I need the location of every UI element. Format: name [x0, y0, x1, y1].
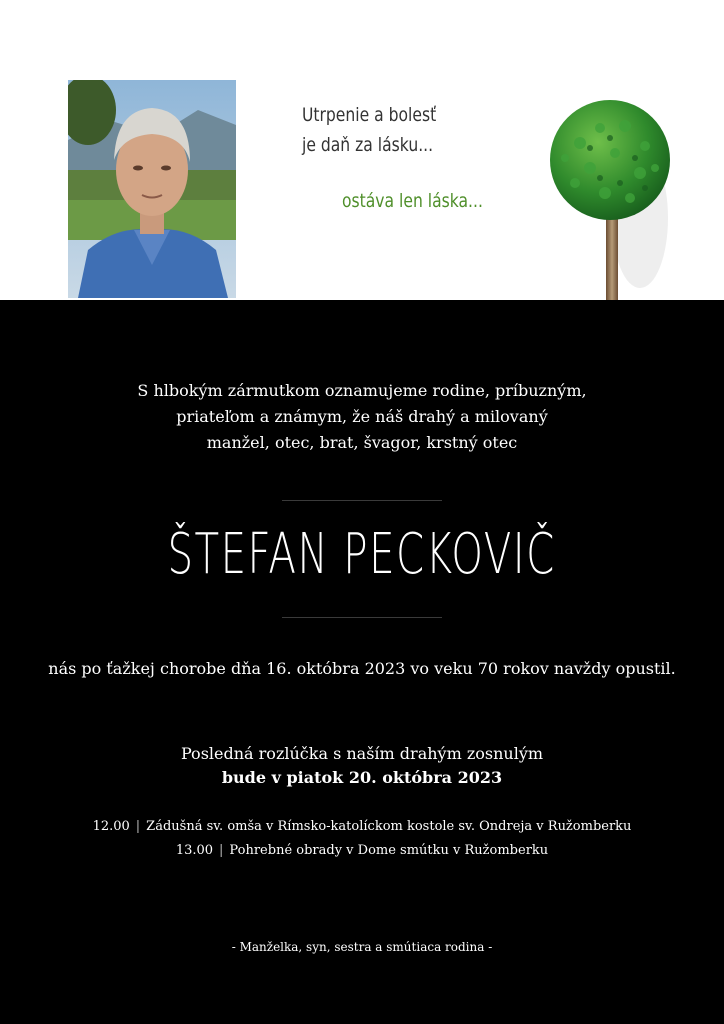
schedule-separator: | — [219, 843, 224, 858]
schedule-time: 13.00 — [175, 843, 214, 858]
schedule-item — [0, 839, 724, 863]
divider-bottom — [282, 617, 442, 618]
farewell-text — [0, 742, 724, 790]
family-signature: - Manželka, syn, sestra a smútiaca rodina - — [231, 940, 493, 954]
announcement-section — [0, 300, 724, 1024]
schedule-item — [0, 815, 724, 839]
farewell-line-1: Posledná rozlúčka s naším drahým zosnulým — [180, 744, 544, 763]
deceased-name — [0, 522, 724, 587]
header-section — [0, 0, 724, 300]
intro-line-2: priateľom a známym, že náš drahý a milovaný — [176, 407, 548, 426]
quote-line-3: ostáva len láska... — [342, 190, 483, 212]
farewell-date: bude v piatok 20. októbra 2023 — [221, 768, 503, 787]
intro-line-3: manžel, otec, brat, švagor, krstný otec — [206, 433, 518, 452]
intro-line-1: S hlbokým zármutkom oznamujeme rodine, príbuzným, — [137, 381, 587, 400]
schedule-separator: | — [135, 819, 141, 834]
quote-line-2: je daň za lásku... — [302, 134, 434, 156]
schedule-event: Pohrebné obrady v Dome smútku v Ružomberku — [229, 843, 549, 858]
divider-top — [282, 500, 442, 501]
schedule-time: 12.00 — [92, 819, 130, 834]
quote-text — [302, 100, 436, 160]
topiary-tree-image — [545, 98, 675, 300]
death-notice: nás po ťažkej chorobe dňa 16. októbra 2023 vo veku 70 rokov navždy opustil. — [48, 659, 676, 678]
portrait-photo — [68, 80, 236, 298]
intro-text — [0, 378, 724, 456]
quote-line-1: Utrpenie a bolesť — [302, 104, 437, 126]
ceremony-schedule — [0, 815, 724, 863]
deceased-name-text: ŠTEFAN PECKOVIČ — [167, 522, 557, 587]
schedule-event: Zádušná sv. omša v Rímsko-katolíckom kostole sv. Ondreja v Ružomberku — [146, 819, 632, 834]
